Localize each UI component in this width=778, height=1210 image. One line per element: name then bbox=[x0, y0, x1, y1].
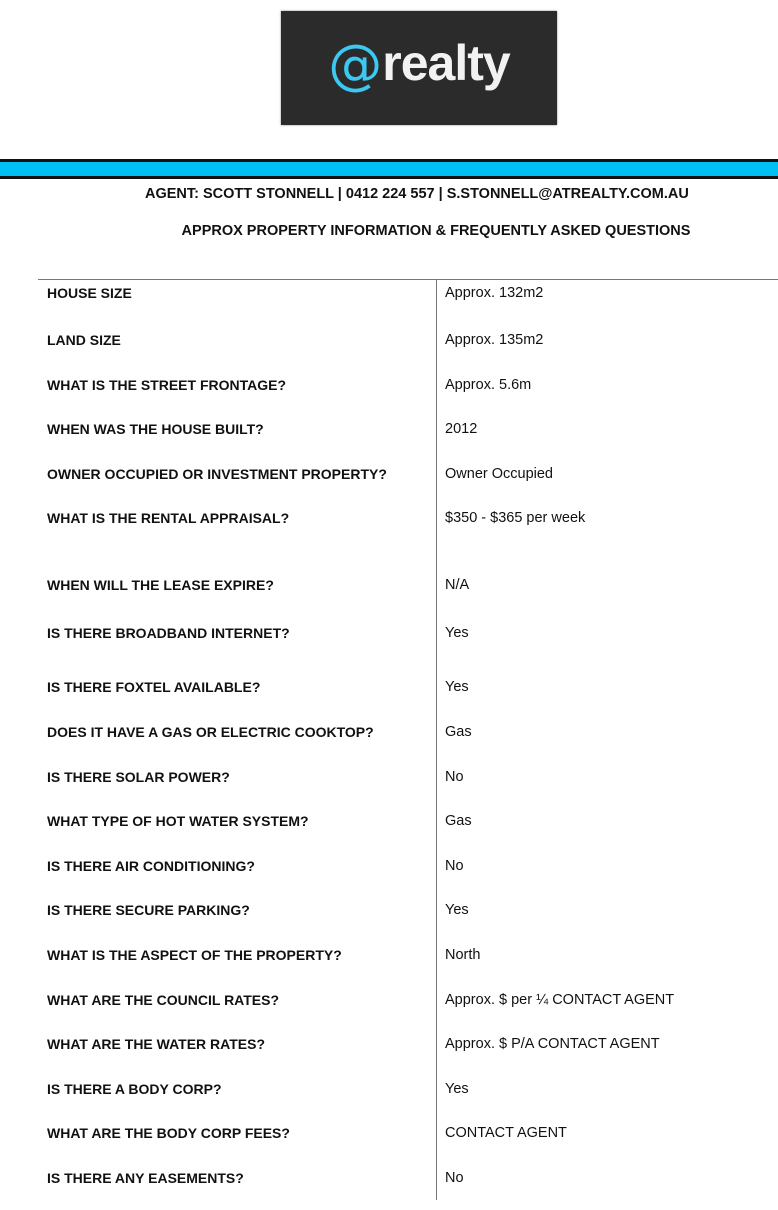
faq-table bbox=[38, 279, 778, 1210]
question-label: LAND SIZE bbox=[47, 332, 121, 348]
table-row bbox=[38, 372, 778, 417]
question-label: DOES IT HAVE A GAS OR ELECTRIC COOKTOP? bbox=[47, 723, 374, 740]
table-row bbox=[38, 1031, 778, 1076]
answer-value: Approx. 5.6m bbox=[445, 376, 532, 393]
table-row bbox=[38, 719, 778, 764]
question-label: WHAT ARE THE COUNCIL RATES? bbox=[47, 991, 280, 1008]
table-row bbox=[38, 764, 778, 809]
table-row bbox=[38, 327, 778, 372]
question-label: WHEN WILL THE LEASE EXPIRE? bbox=[47, 577, 274, 594]
logo-at-symbol: @ bbox=[328, 33, 383, 96]
table-row bbox=[38, 1165, 778, 1210]
answer-value: No bbox=[445, 857, 464, 874]
answer-value: North bbox=[445, 946, 481, 963]
table-row bbox=[38, 942, 778, 987]
column-divider bbox=[436, 279, 437, 1200]
question-label: IS THERE A BODY CORP? bbox=[47, 1080, 222, 1097]
question-label: IS THERE SOLAR POWER? bbox=[47, 768, 230, 785]
question-label: HOUSE SIZE bbox=[47, 285, 132, 301]
table-row bbox=[38, 674, 778, 719]
answer-value: No bbox=[445, 768, 464, 785]
answer-value: Approx. 135m2 bbox=[445, 332, 544, 348]
answer-value: Yes bbox=[445, 679, 469, 696]
question-label: WHAT ARE THE BODY CORP FEES? bbox=[47, 1125, 290, 1142]
page-heading: APPROX PROPERTY INFORMATION & FREQUENTLY ASKED QUESTIONS bbox=[181, 223, 691, 239]
question-label: IS THERE SECURE PARKING? bbox=[47, 902, 250, 919]
answer-value: No bbox=[445, 1169, 464, 1186]
question-label: IS THERE AIR CONDITIONING? bbox=[47, 857, 255, 874]
table-row bbox=[38, 1076, 778, 1121]
table-row bbox=[38, 853, 778, 898]
table-row bbox=[38, 620, 778, 674]
answer-value: Approx. 132m2 bbox=[445, 285, 544, 301]
question-label: WHEN WAS THE HOUSE BUILT? bbox=[47, 421, 264, 438]
answer-value: Yes bbox=[445, 625, 469, 642]
table-row bbox=[38, 808, 778, 853]
table-row bbox=[38, 572, 778, 620]
answer-value: Gas bbox=[445, 723, 472, 740]
accent-bar bbox=[0, 159, 778, 179]
question-label: WHAT IS THE STREET FRONTAGE? bbox=[47, 376, 287, 393]
answer-value: Approx. $ P/A CONTACT AGENT bbox=[445, 1036, 660, 1053]
answer-value: N/A bbox=[445, 577, 470, 594]
table-row bbox=[38, 505, 778, 572]
question-label: WHAT ARE THE WATER RATES? bbox=[47, 1036, 266, 1053]
table-row bbox=[38, 461, 778, 506]
answer-value: Yes bbox=[445, 902, 469, 919]
table-row bbox=[38, 1120, 778, 1165]
answer-value: CONTACT AGENT bbox=[445, 1125, 567, 1142]
question-label: WHAT TYPE OF HOT WATER SYSTEM? bbox=[47, 813, 309, 830]
question-label: OWNER OCCUPIED OR INVESTMENT PROPERTY? bbox=[47, 465, 387, 482]
answer-value: $350 - $365 per week bbox=[445, 510, 586, 527]
realty-logo bbox=[281, 11, 557, 125]
table-row bbox=[38, 280, 778, 327]
answer-value: Owner Occupied bbox=[445, 465, 553, 482]
question-label: WHAT IS THE RENTAL APPRAISAL? bbox=[47, 510, 290, 527]
answer-value: Yes bbox=[445, 1080, 469, 1097]
logo-wordmark: realty bbox=[382, 35, 510, 91]
answer-value: Gas bbox=[445, 813, 472, 830]
table-row bbox=[38, 416, 778, 461]
question-label: IS THERE FOXTEL AVAILABLE? bbox=[47, 679, 261, 696]
question-label: WHAT IS THE ASPECT OF THE PROPERTY? bbox=[47, 946, 342, 963]
agent-contact-line: AGENT: SCOTT STONNELL | 0412 224 557 | S.STONNELL@ATREALTY.COM.AU bbox=[145, 186, 689, 202]
question-label: IS THERE BROADBAND INTERNET? bbox=[47, 625, 290, 642]
table-row bbox=[38, 897, 778, 942]
question-label: IS THERE ANY EASEMENTS? bbox=[47, 1169, 244, 1186]
table-row bbox=[38, 987, 778, 1032]
answer-value: Approx. $ per ¼ CONTACT AGENT bbox=[445, 991, 675, 1008]
answer-value: 2012 bbox=[445, 421, 478, 438]
